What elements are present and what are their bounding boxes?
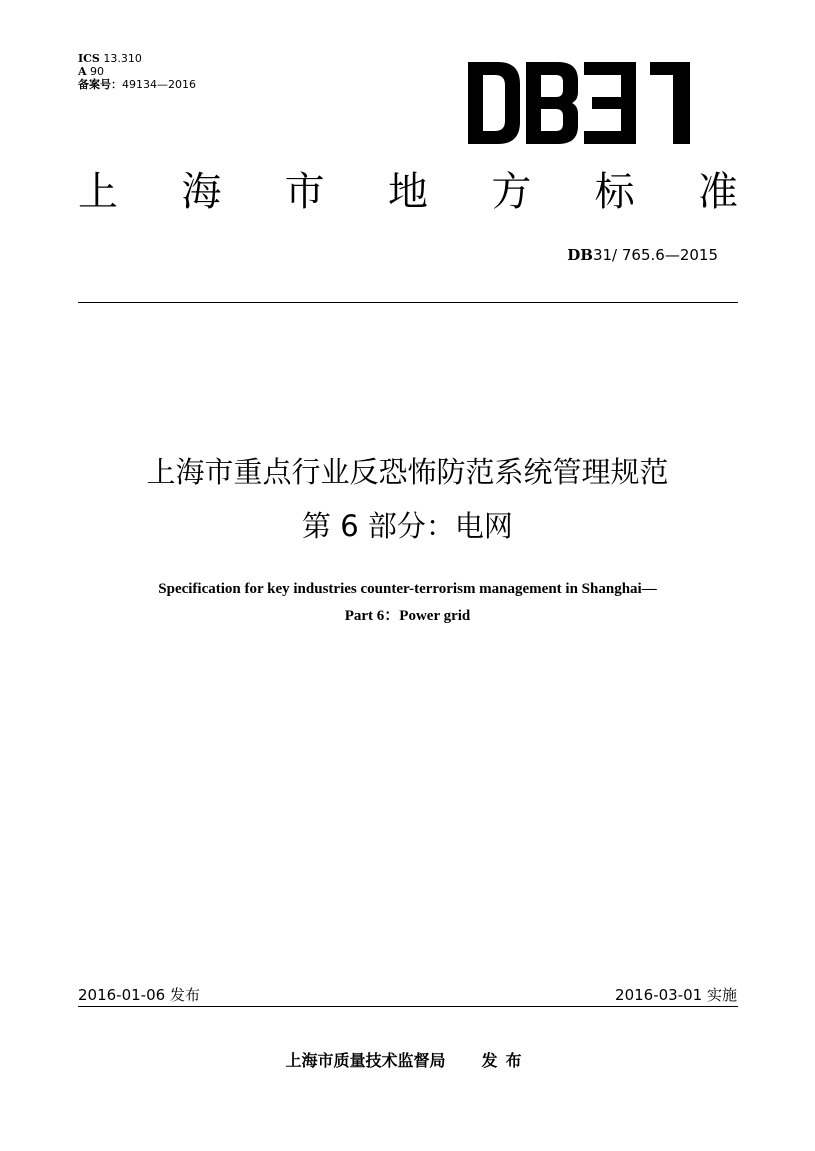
class-line bbox=[78, 65, 196, 78]
standard-type-heading bbox=[78, 168, 738, 216]
publisher-name: 上海市质量技术监督局 bbox=[285, 1051, 446, 1070]
standard-number-prefix: DB bbox=[567, 246, 593, 264]
standard-number bbox=[567, 246, 718, 264]
record-label: 备案号： bbox=[78, 78, 122, 91]
standard-type-char: 标 bbox=[594, 169, 635, 215]
standard-type-char: 方 bbox=[491, 169, 532, 215]
classification-block bbox=[78, 52, 196, 91]
ics-line bbox=[78, 52, 196, 65]
record-line bbox=[78, 78, 196, 91]
standard-type-char: 市 bbox=[284, 169, 325, 215]
ics-label: ICS bbox=[78, 52, 100, 65]
english-title-line1: Specification for key industries counter-terrorism management in Shanghai— bbox=[158, 581, 657, 597]
standard-type-char: 海 bbox=[181, 169, 222, 215]
chinese-title-line1: 上海市重点行业反恐怖防范系统管理规范 bbox=[146, 455, 669, 489]
implementation-date: 2016-03-01 实施 bbox=[615, 986, 737, 1004]
standard-type-char: 上 bbox=[78, 169, 118, 215]
bottom-divider bbox=[78, 1006, 738, 1007]
top-divider bbox=[78, 302, 738, 303]
class-value: 90 bbox=[90, 65, 105, 78]
standard-type-char: 地 bbox=[387, 169, 428, 215]
standard-number-rest: 31/ 765.6—2015 bbox=[592, 246, 718, 264]
publisher-action: 发布 bbox=[481, 1051, 530, 1070]
standard-type-char: 准 bbox=[697, 169, 738, 215]
issue-date: 2016-01-06 发布 bbox=[78, 986, 200, 1004]
db31-logo bbox=[468, 62, 690, 144]
english-title-line2: Part 6：Power grid bbox=[344, 608, 471, 624]
publisher-line bbox=[0, 1048, 815, 1071]
ics-value: 13.310 bbox=[103, 52, 142, 65]
class-label: A bbox=[78, 65, 87, 78]
chinese-title-line2: 第 6 部分：电网 bbox=[302, 509, 513, 543]
record-value: 49134—2016 bbox=[122, 78, 196, 91]
